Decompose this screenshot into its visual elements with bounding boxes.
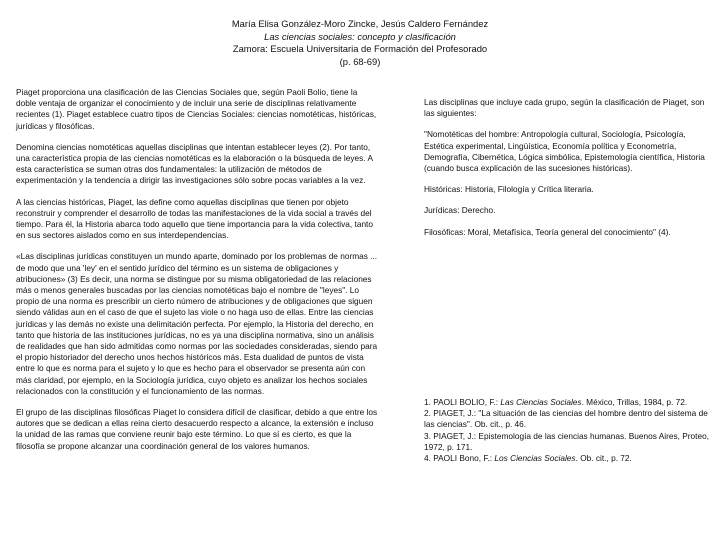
authors: María Elisa González-Moro Zincke, Jesús Caldero Fernández xyxy=(231,18,489,29)
paragraph: «Las disciplinas jurídicas constituyen un mundo aparte, dominado por los problemas de normas ... de modo que una 'ley' en el sentido jurídico del término es un sistema de obligaciones y atribuciones» (3) Es decir, una norma se distingue por su misma obligatoriedad de las relaciones más o menos generales buscadas por las ciencias nomotéticas bajo el nombre de "leyes". Lo propio de una norma es prescribir un cierto número de atribuciones y de obligaciones que siguen siendo válidas aun en el caso de que el sujeto las viole o no haga uso de ellas. Entre las ciencias jurídicas y las demás no existe una delimitación perfecta. Por ejemplo, la Historia del derecho, en tanto que historia de las instituciones jurídicas, no es ya una disciplina normativa, sino un análisis de realidades que han sido admitidas como normas por las sociedades consideradas, siendo para el propio historiador del derecho unos hechos históricos más. Esta dualidad de puntos de vista entre lo que es norma para el sujeto y lo que es hecho para el observador se presenta aún con más claridad, por ejemplo, en la Sociología jurídica, cuyo objeto es analizar los hechos sociales relacionados con la constitución y el funcionamiento de las normas. xyxy=(16,251,378,396)
paragraph: El grupo de las disciplinas filosóficas Piaget lo considera difícil de clasificar, debido a que entre los autores que se dedican a ellas reina cierto desacuerdo respecto a alcance, la extensión e incluso la unidad de las ramas que conviene reunir bajo este término. Lo que sí es cierto, es que la filosofía se propone alcanzar una coordinación general de los valores humanos. xyxy=(16,407,378,451)
references xyxy=(424,397,714,464)
paragraph: Las disciplinas que incluye cada grupo, según la clasificación de Piaget, son las siguientes: xyxy=(424,97,705,119)
paragraph: A las ciencias históricas, Piaget, las define como aquellas disciplinas que tienen por objeto reconstruir y comprender el desarrollo de todas las manifestaciones de la vida social a través del tiempo. Para él, la Historia abarca todo aquello que tiene importancia para la vida colectiva, tanto en sus sectores aislados como en sus interdependencias. xyxy=(16,196,373,241)
left-column xyxy=(16,87,378,462)
paragraph: Jurídicas: Derecho. xyxy=(424,205,496,216)
paragraph: Filosóficas: Moral, Metafísica, Teoría general del conocimiento" (4). xyxy=(424,226,671,237)
reference-3: 3. PIAGET, J.: Epistemología de las ciencias humanas. Buenos Aires, Proteo, 1972, p. 171. xyxy=(424,430,710,452)
document-header xyxy=(0,18,720,68)
right-column xyxy=(424,97,706,248)
paragraph: "Nomotéticas del hombre: Antropología cultural, Sociología, Psicología, Estética experimental, Lingüística, Economía política y Econometría, Demografía, Cibernética, Lógica simbólica, Epistemología científica, Historia (cuando busca explicación de las sucesiones históricas). xyxy=(424,129,705,174)
reference-1: 1. PAOLI BOLIO, F.: Las Ciencias Sociales. México, Trillas, 1984, p. 72. xyxy=(424,397,688,407)
paragraph: Denomina ciencias nomotéticas aquellas disciplinas que intentan establecer leyes (2). Por tanto, una característica propia de las ciencias nomotéticas es la elaboración o la búsqueda de leyes. A esta característica se suman otras dos fundamentales: la utilización de métodos de experimentación y la tendencia a dirigir las investigaciones sólo sobre pocas variables a la vez. xyxy=(16,141,373,186)
document-title: Las ciencias sociales: concepto y clasificación xyxy=(264,30,456,42)
paragraph: Históricas: Historia, Filología y Crítica literaria. xyxy=(424,184,594,195)
reference-2: 2. PIAGET, J.: "La situación de las ciencias del hombre dentro del sistema de las ciencias". Ob. cit., p. 46. xyxy=(424,408,708,430)
paragraph: Piaget proporciona una clasificación de las Ciencias Sociales que, según Paoli Bolio, tiene la doble ventaja de organizar el conocimiento y de incluir una serie de disciplinas relativamente recientes (1). Piaget establece cuatro tipos de Ciencias Sociales: ciencias nomotéticas, históricas, jurídicas y filosóficas. xyxy=(16,87,377,131)
page-range: (p. 68-69) xyxy=(339,55,381,67)
publisher: Zamora: Escuela Universitaria de Formación del Profesorado xyxy=(232,43,488,55)
reference-4: 4. PAOLI Bono, F.: Los Ciencias Sociales. Ob. cit., p. 72. xyxy=(424,453,632,464)
